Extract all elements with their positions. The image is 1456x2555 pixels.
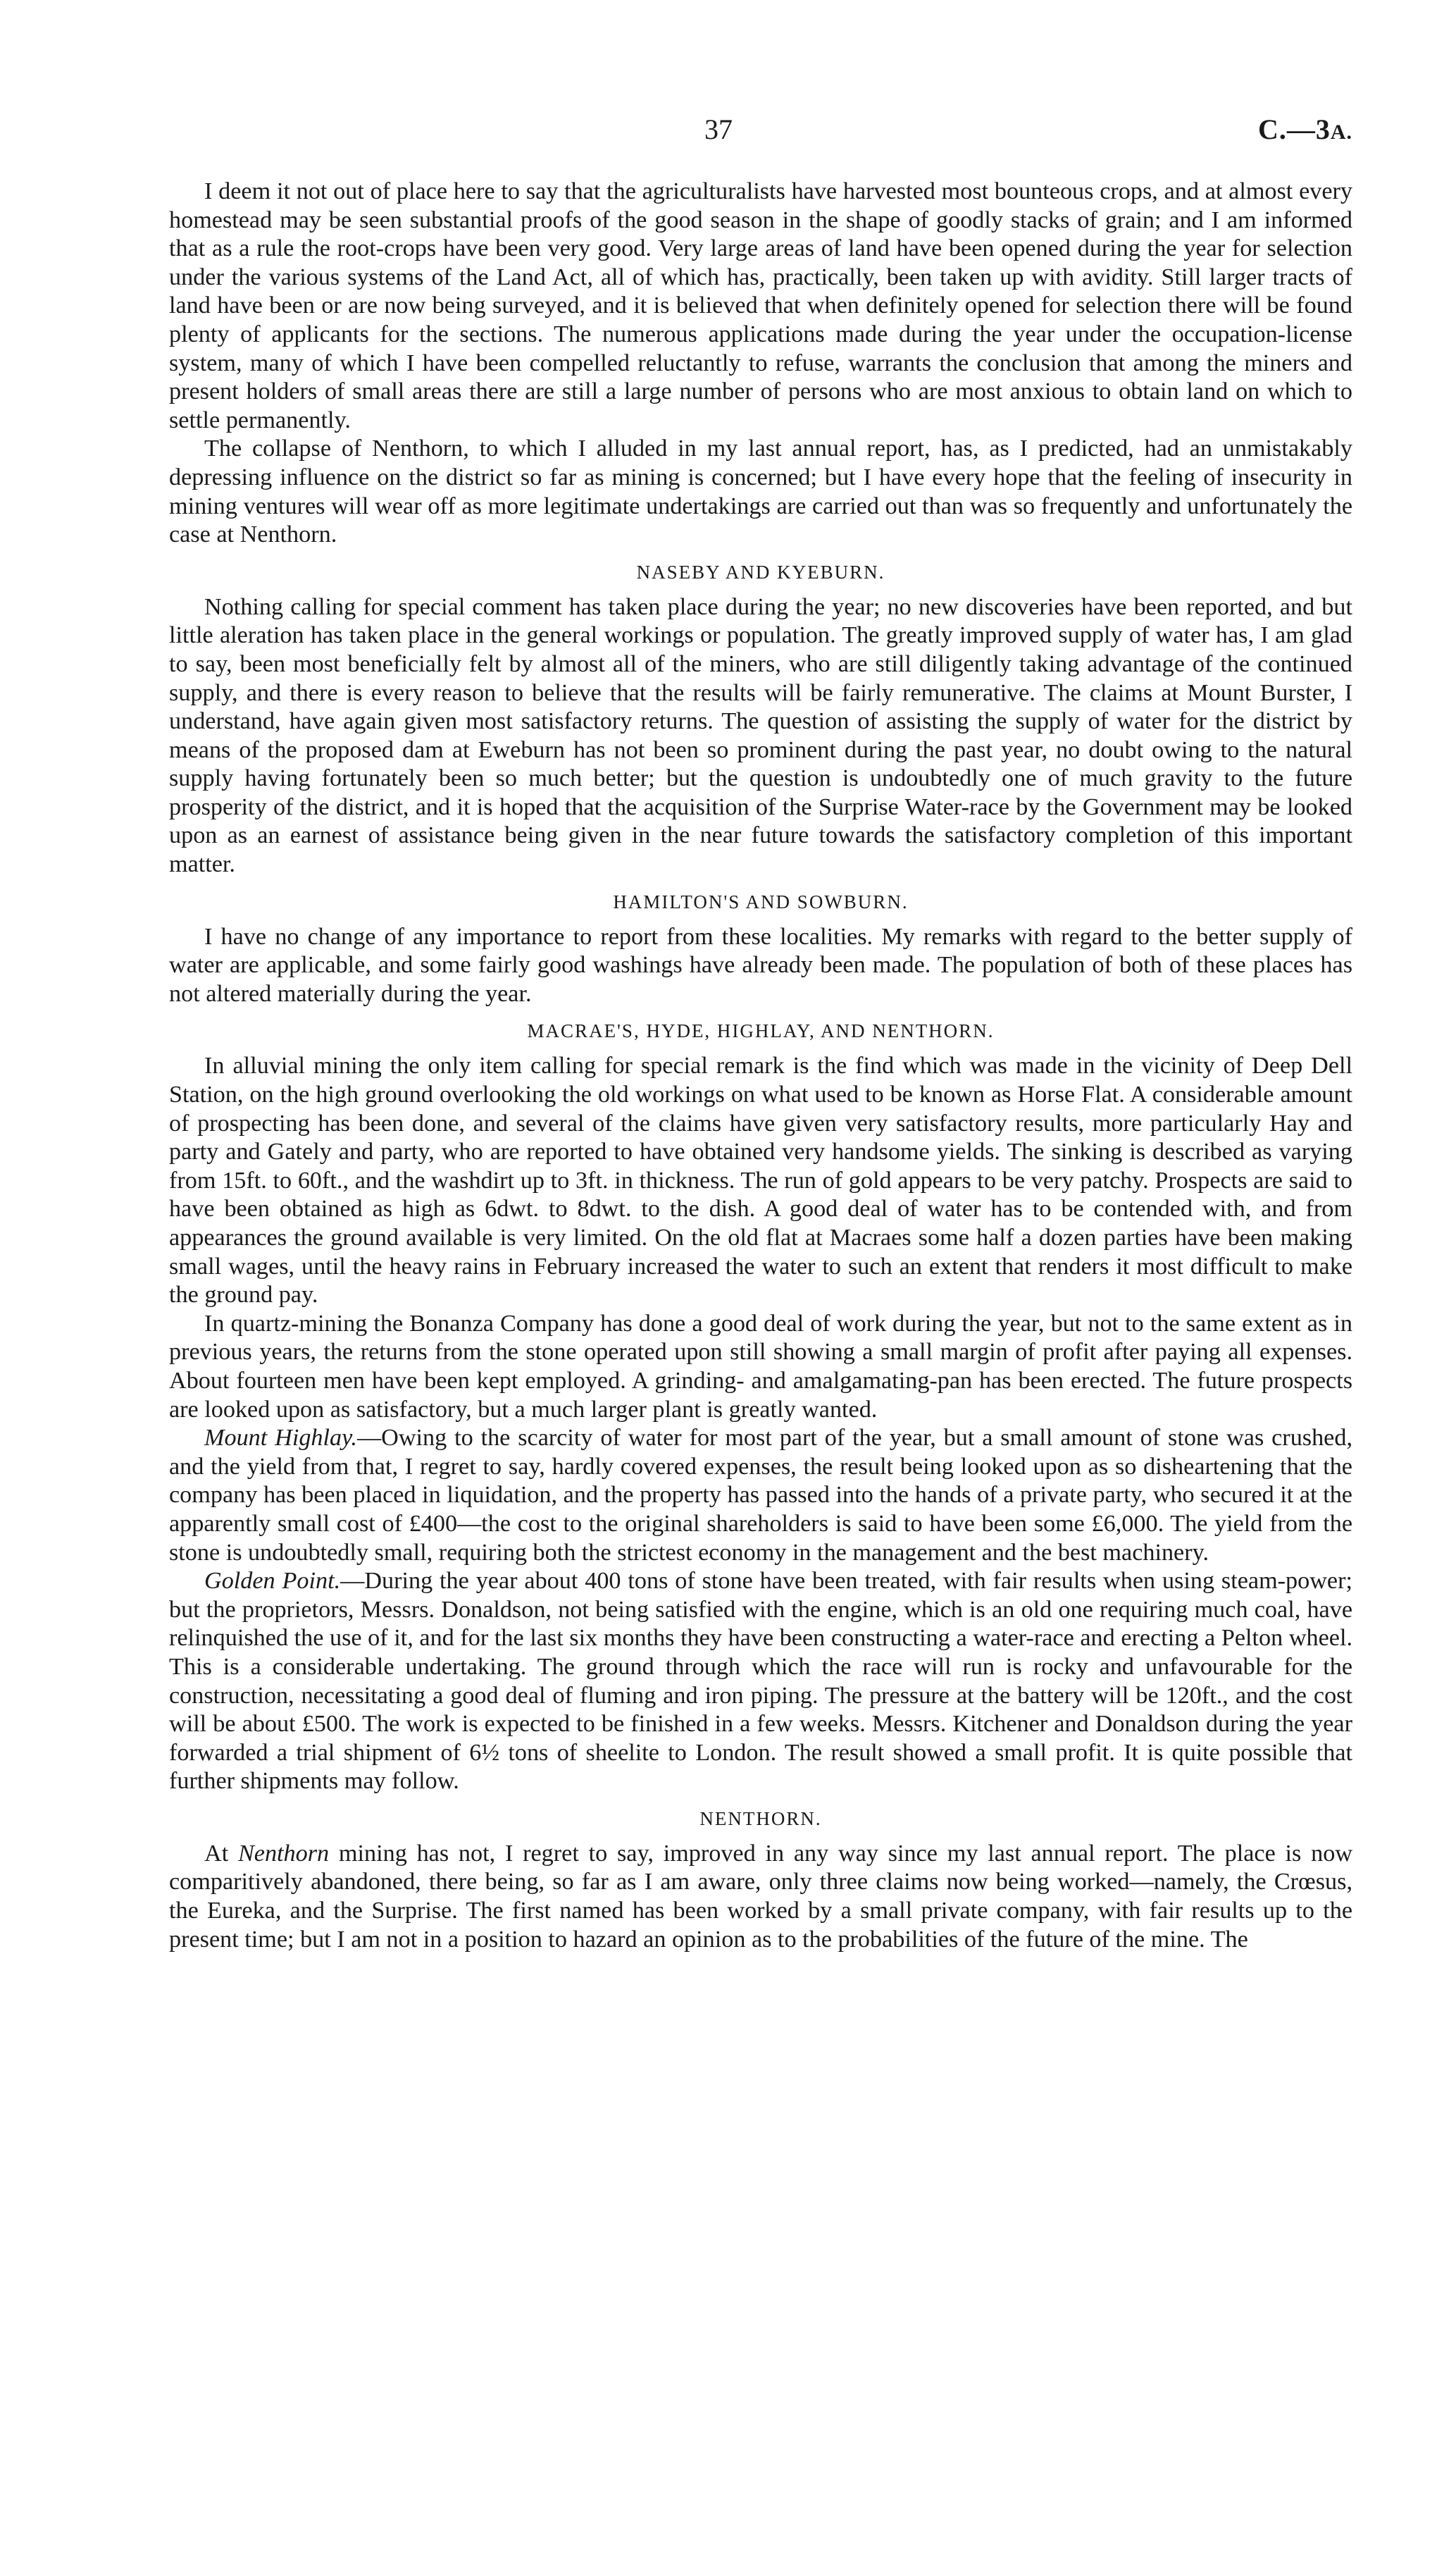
paragraph-naseby: Nothing calling for special comment has taken place during the year; no new discoveries have been reported, and but little aleration has taken place in the general workings or population. The greatly improved supply of water has, I am glad to say, been most beneficially felt by almost all of the miners, who are still diligently taking advantage of the continued supply, and there is every reason to believe that the results will be fairly remunerative. The claims at Mount Burster, I understand, have again given most satisfactory returns. The question of assisting the supply of water for the district by means of the proposed dam at Eweburn has not been so prominent during the past year, no doubt owing to the natural supply having fortunately been so much better; but the question is undoubtedly one of much gravity to the future prosperity of the district, and it is hoped that the acquisition of the Surprise Water-race by the Government may be looked upon as an earnest of assistance being given in the near future towards the satisfactory completion of this important matter. (169, 593, 1352, 878)
paragraph-nenthorn (169, 1840, 1352, 1954)
paragraph-quartz-mining: In quartz-mining the Bonanza Company has done a good deal of work during the year, but not to the same extent as in previous years, the returns from the stone operated upon still showing a small margin of profit after paying all expenses. About fourteen men have been kept employed. A grinding- and amalgamating-pan has been erected. The future prospects are looked upon as satisfactory, but a much larger plant is greatly wanted. (169, 1310, 1352, 1423)
heading-naseby-kyeburn: NASEBY AND KYEBURN. (636, 561, 885, 583)
paragraph-alluvial-mining: In alluvial mining the only item calling for special remark is the find which was made in the vicinity of Deep Dell Station, on the high ground overlooking the old workings on what used to be known as Horse Flat. A considerable amount of prospecting has been done, and several of the claims have given very satisfactory results, more particularly Hay and party and Gately and party, who are reported to have obtained very handsome yields. The sinking is described as varying from 15ft. to 60ft., and the washdirt up to 3ft. in thickness. The run of gold appears to be very patchy. Prospects are said to have been obtained as high as 6dwt. to 8dwt. to the dish. A good deal of water has to be contended with, and from appearances the ground available is very limited. On the old flat at Macraes some half a dozen parties have been making small wages, until the heavy rains in February increased the water to such an extent that renders it most difficult to make the ground pay. (169, 1053, 1352, 1309)
paragraph-hamiltons: I have no change of any importance to report from these localities. My remarks with regard to the better supply of water are applicable, and some fairly good washings have already been made. The population of both of these places has not altered materially during the year. (169, 923, 1352, 1007)
mount-highlay-label: Mount Highlay. (204, 1425, 357, 1452)
golden-point-label: Golden Point. (204, 1568, 341, 1595)
report-body (169, 178, 1352, 1954)
golden-point-text: —During the year about 400 tons of stone have been treated, with fair results when using steam-power; but the proprietors, Messrs. Donaldson, not being satisfied with the engine, which is an old one requiring much coal, have relinquished the use of it, and for the last six months they have been constructing a water-race and erecting a Pelton wheel. This is a considerable undertaking. The ground through which the race will run is rocky and unfavourable for the construction, necessitating a good deal of fluming and iron piping. The pressure at the battery will be 120ft., and the cost will be about £500. The work is expected to be finished in a few weeks. Messrs. Kitchener and Donaldson during the year forwarded a trial shipment of 6½ tons of sheelite to London. The result showed a small profit. It is quite possible that further shipments may follow. (169, 1568, 1352, 1795)
document-reference (1258, 113, 1352, 146)
page-number: 37 (704, 113, 733, 145)
paragraph-golden-point (169, 1567, 1352, 1796)
nenthorn-lead-in: At (204, 1840, 238, 1867)
nenthorn-italic: Nenthorn (237, 1840, 330, 1867)
paragraph-mount-highlay (169, 1424, 1352, 1567)
mount-highlay-text: —Owing to the scarcity of water for most part of the year, but a small amount of stone was crushed, and the yield from that, I regret to say, hardly covered expenses, the result being looked upon as so disheartening that the company has been placed in liquidation, and the property has passed into the hands of a private party, who secured it at the apparently small cost of £400—the cost to the original shareholders is said to have been some £6,000. The yield from the stone is undoubtedly small, requiring both the strictest economy in the management and the best machinery. (169, 1425, 1352, 1566)
paragraph-agriculture: I deem it not out of place here to say that the agriculturalists have harvested most bounteous crops, and at almost every homestead may be seen substantial proofs of the good season in the shape of goodly stacks of grain; and I am informed that as a rule the root-crops have been very good. Very large areas of land have been opened during the year for selection under the various systems of the Land Act, all of which has, practically, been taken up with avidity. Still larger tracts of land have been or are now being surveyed, and it is believed that when definitely opened for selection there will be found plenty of applicants for the sections. The numerous applications made during the year under the occupation-license system, many of which I have been compelled reluctantly to refuse, warrants the conclusion that among the miners and present holders of small areas there are still a large number of persons who are most anxious to obtain land on which to settle permanently. (169, 178, 1352, 433)
doc-ref-main: C.—3 (1257, 113, 1331, 145)
heading-hamiltons-sowburn: HAMILTON'S AND SOWBURN. (613, 891, 909, 912)
paragraph-nenthorn-collapse: The collapse of Nenthorn, to which I alluded in my last annual report, has, as I predicted, had an unmistakably depressing influence on the district so far as mining is concerned; but I have every hope that the feeling of insecurity in mining ventures will wear off as more legitimate undertakings are carried out than was so frequently and unfortunately the case at Nenthorn. (169, 435, 1352, 548)
page-header (169, 113, 1352, 155)
heading-macraes-hyde: MACRAE'S, HYDE, HIGHLAY, AND NENTHORN. (527, 1020, 995, 1042)
doc-ref-suffix: A. (1330, 120, 1352, 144)
nenthorn-text: mining has not, I regret to say, improved in any way since my last annual report. The place is now comparitively abandoned, there being, so far as I am aware, only three claims now being worked—namely, the Crœsus, the Eureka, and the Surprise. The first named has been worked by a small private company, with fair results up to the present time; but I am not in a position to hazard an opinion as to the probabilities of the future of the mine. The (169, 1840, 1353, 1953)
heading-nenthorn: NENTHORN. (699, 1807, 822, 1829)
